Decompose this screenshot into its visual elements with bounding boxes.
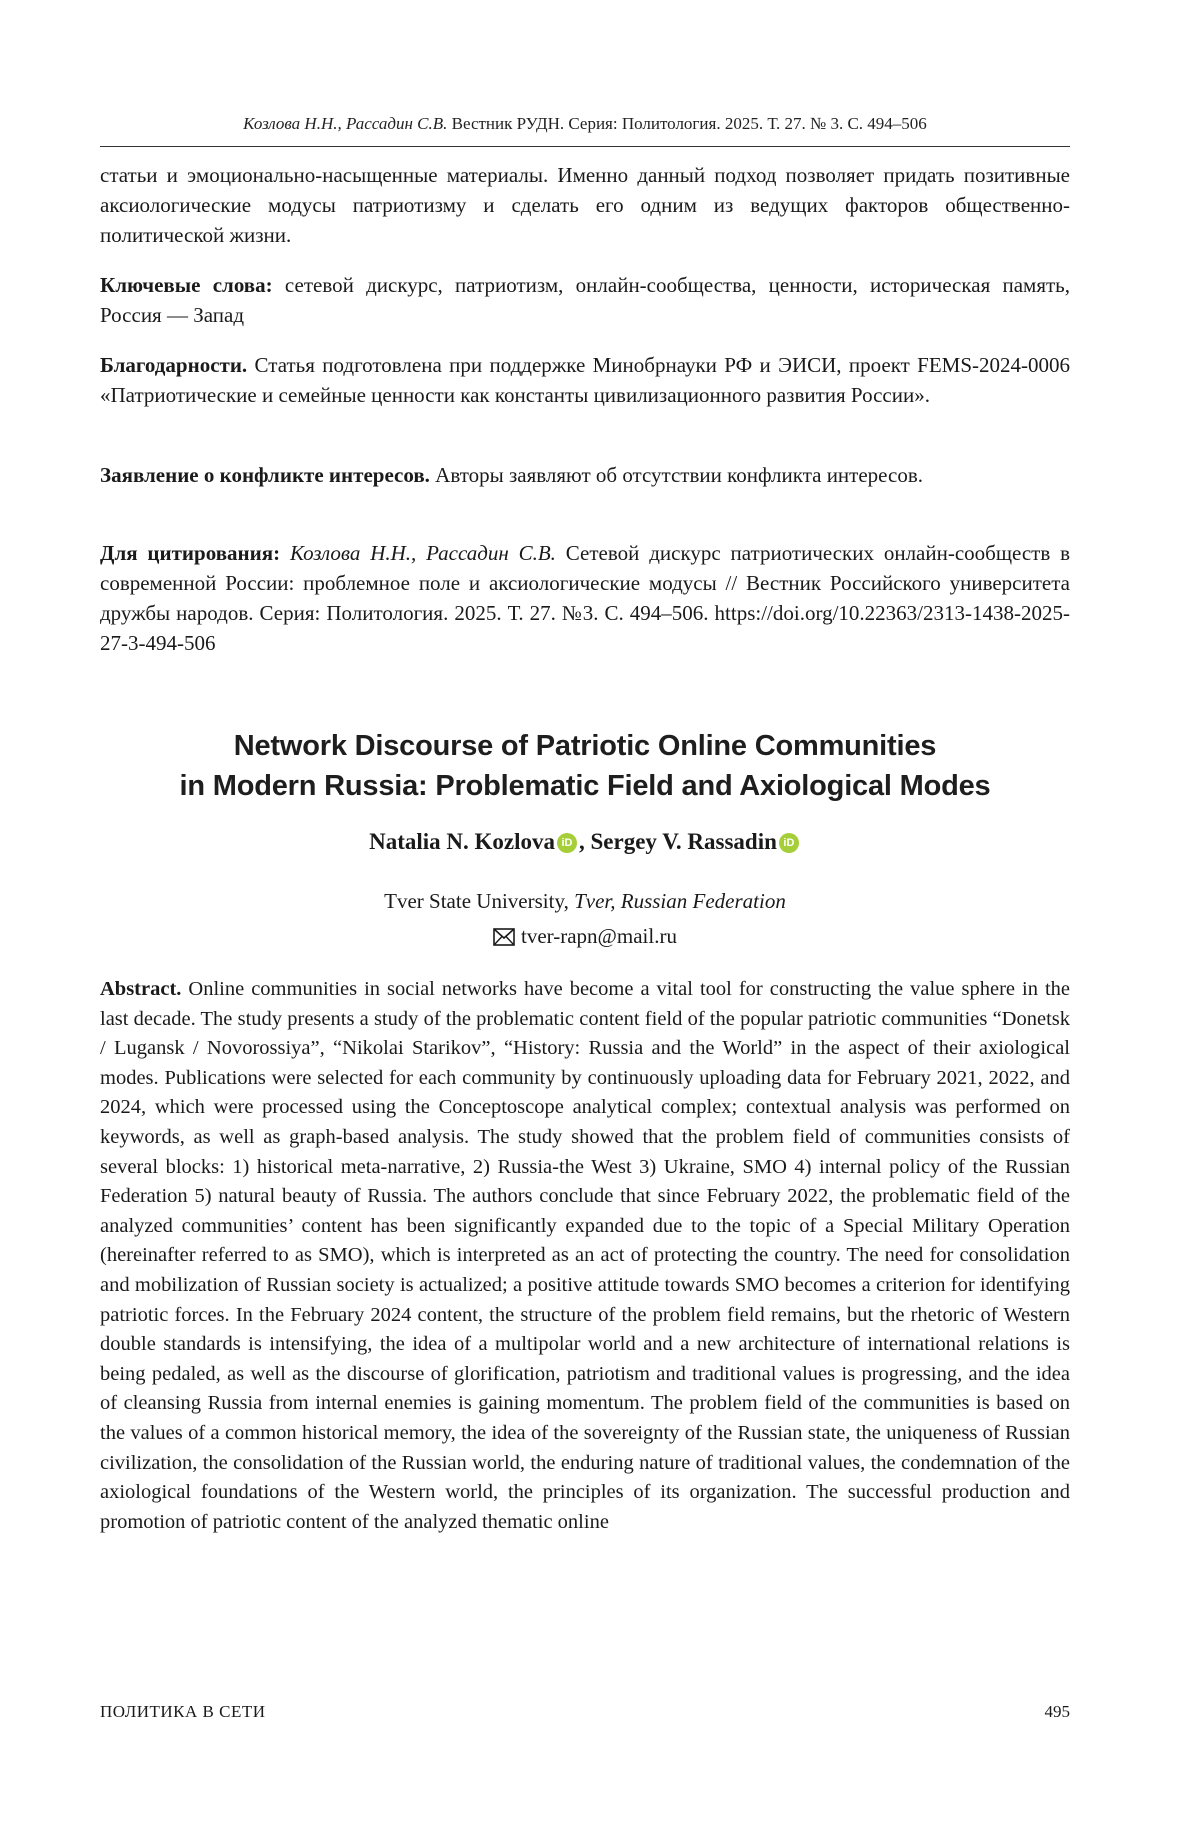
footer-section-name: ПОЛИТИКА В СЕТИ (100, 1702, 266, 1721)
affiliation (100, 886, 1070, 916)
affiliation-university: Tver State University, (384, 889, 569, 913)
authors-line (100, 826, 1070, 858)
keywords (100, 270, 1070, 330)
author-2: Sergey V. Rassadin (590, 829, 777, 854)
english-title-line-2: in Modern Russia: Problematic Field and Axiological Modes (179, 770, 991, 802)
acknowledgements-label: Благодарности. (100, 353, 248, 377)
conflict-text: Авторы заявляют об отсутствии конфликта интересов. (435, 463, 924, 487)
header-rule (100, 146, 1070, 147)
acknowledgements (100, 350, 1070, 410)
email-address[interactable]: tver-rapn@mail.ru (521, 924, 677, 948)
citation-authors: Козлова Н.Н., Рассадин С.В. (289, 541, 556, 565)
citation-label: Для цитирования: (100, 541, 281, 565)
abstract-label: Abstract. (100, 978, 182, 1000)
citation (100, 538, 1070, 658)
page (100, 0, 1070, 1834)
affiliation-location: Tver, Russian Federation (574, 889, 786, 913)
abstract (100, 975, 1070, 1537)
author-separator: , (579, 829, 585, 854)
author-1: Natalia N. Kozlova (369, 829, 555, 854)
email-line (100, 921, 1070, 951)
english-title (100, 726, 1070, 806)
citation-text: Сетевой дискурс патриотических онлайн-сообществ в современной России: проблемное поле и аксиологические модусы // Вестник Российского университета дружбы народов. Серия: Политология. 2025. Т. 27. №3. С. 494–506. https://doi.org/10.22363/2313-1438-2025-27-3-494-506 (100, 541, 1071, 655)
acknowledgements-text: Статья подготовлена при поддержке Минобрнауки РФ и ЭИСИ, проект FEMS-2024-0006 «Патриотические и семейные ценности как константы цивилизационного развития России». (100, 353, 1071, 407)
envelope-icon (493, 928, 515, 946)
conflict-statement (100, 460, 1070, 490)
page-number: 495 (1044, 1702, 1070, 1721)
running-head-citation: Вестник РУДН. Серия: Политология. 2025. Т. 27. № 3. С. 494–506 (451, 114, 927, 133)
keywords-label: Ключевые слова: (100, 273, 273, 297)
running-head (100, 112, 1070, 136)
continued-paragraph: статьи и эмоционально-насыщенные материалы. Именно данный подход позволяет придать позитивные аксиологические модусы патриотизму и сделать его одним из ведущих факторов общественно-политической жизни. (100, 163, 1070, 247)
conflict-label: Заявление о конфликте интересов. (100, 463, 430, 487)
keywords-text: сетевой дискурс, патриотизм, онлайн-сообщества, ценности, историческая память, Россия — Запад (100, 273, 1071, 327)
english-title-line-1: Network Discourse of Patriotic Online Communities (233, 730, 937, 762)
abstract-text: Online communities in social networks have become a vital tool for constructing the value sphere in the last decade. The study presents a study of the problematic content field of the popular patriotic communities “Donetsk / Lugansk / Novorossiya”, “Nikolai Starikov”, “History: Russia and the World” in the aspect of their axiological modes. Publications were selected for each community by continuously uploading data for February 2021, 2022, and 2024, which were processed using the Conceptoscope analytical complex; contextual analysis was performed on keywords, as well as graph-based analysis. The study showed that the problem field of communities consists of several blocks: 1) historical meta-narrative, 2) Russia-the West 3) Ukraine, SMO 4) internal policy of the Russian Federation 5) natural beauty of Russia. The authors conclude that since February 2022, the problematic field of the analyzed communities’ content has been significantly expanded due to the topic of a Special Military Operation (hereinafter referred to as SMO), which is interpreted as an act of protecting the country. The need for consolidation and mobilization of Russian society is actualized; a positive attitude towards SMO becomes a criterion for identifying patriotic forces. In the February 2024 content, the structure of the problem field remains, but the rhetoric of Western double standards is intensifying, the idea of a multipolar world and a new architecture of international relations is being pedaled, as well as the discourse of glorification, patriotism and traditional values is progressing, and the idea of cleansing Russia from internal enemies is gaining momentum. The problem field of the communities is based on the values of a common historical memory, the idea of the sovereignty of the Russian state, the uniqueness of Russian civilization, the consolidation of the Russian world, the enduring nature of traditional values, the condemnation of the axiological foundations of the Western world, the principles of its organization. The successful production and promotion of patriotic content of the analyzed thematic online (100, 978, 1070, 1533)
orcid-icon[interactable]: iD (779, 833, 799, 853)
orcid-icon[interactable]: iD (557, 833, 577, 853)
running-head-authors: Козлова Н.Н., Рассадин С.В. (243, 114, 448, 133)
